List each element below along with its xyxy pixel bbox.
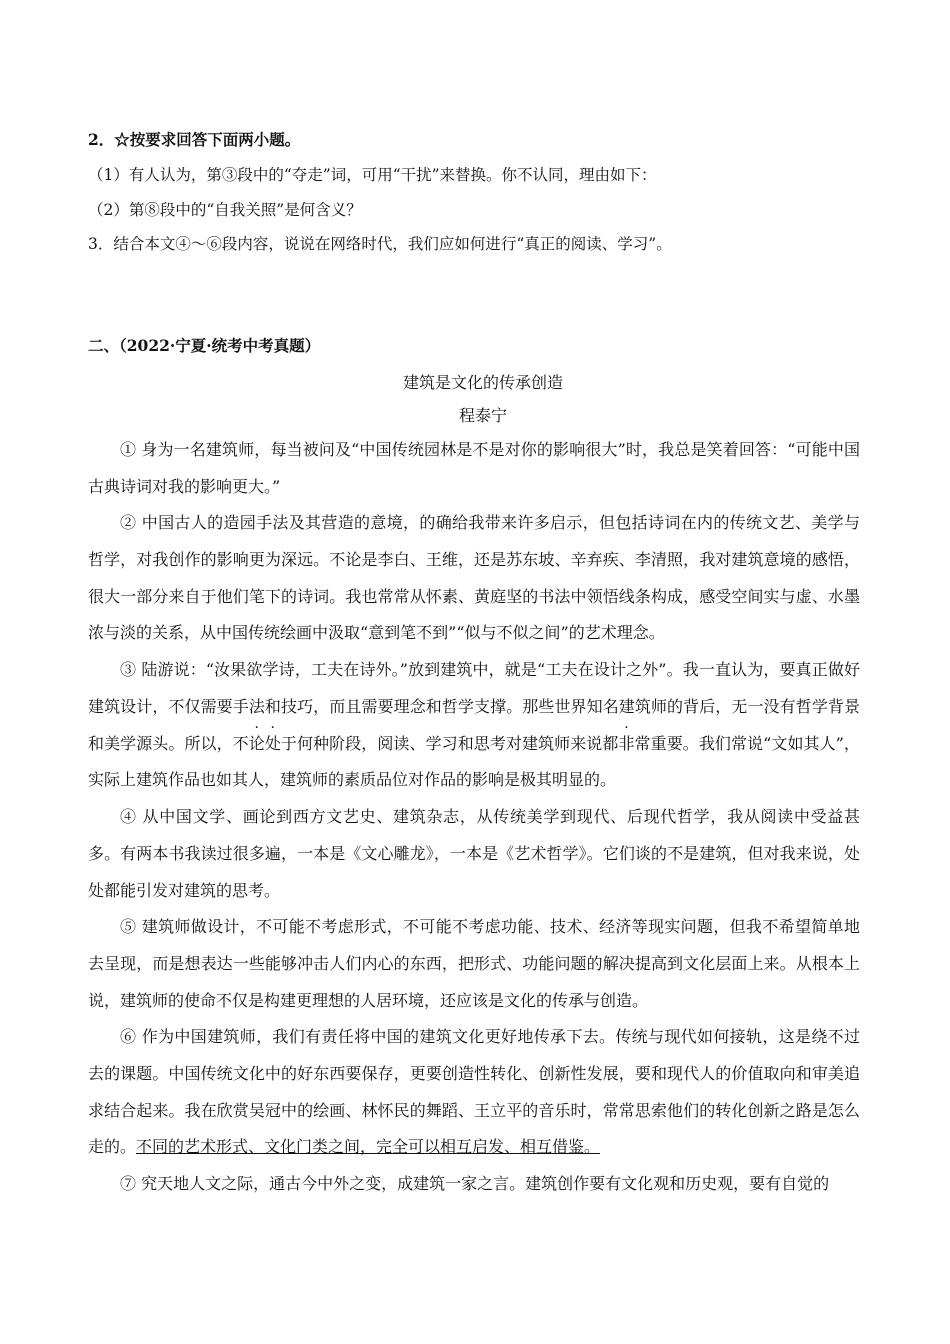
question-3: 3．结合本文④～⑥段内容，说说在网络时代，我们应如何进行“真正的阅读、学习”。 — [88, 235, 672, 253]
paragraph-2: ② 中国古人的造园手法及其营造的意境，的确给我带来许多启示，但包括诗词在内的传统文艺、美学与哲学，对我创作的影响更为深远。不论是李白、王维，还是苏东坡、辛弃疾、李清照，我对建筑意境的感悟，很大一部分来自于他们笔下的诗词。我也常常从怀素、黄庭坚的书法中领悟线条构成，感受空间实与虚、水墨浓与淡的关系，从中国传统绘画中汲取“意到笔不到”“似与不似之间”的艺术理念。 — [88, 513, 860, 643]
paragraph-1: ① 身为一名建筑师，每当被问及“中国传统园林是不是对你的影响很大”时，我总是笑着回答：“可能中国古典诗词对我的影响更大。” — [88, 440, 860, 496]
question-2-2: （2）第⑧段中的“自我关照”是何含义？ — [88, 201, 362, 219]
emphasis-dot-char: 都 — [602, 733, 619, 753]
paragraph-6-text: ⑥ 作为中国建筑师，我们有责任将中国的建筑文化更好地传承下去。传统与现代如何接轨，这是绕不过去的课题。中国传统文化中的好东西要保存，更要创造性转化、创新性发展，要和现代人的价值取向和审美追求结合起来。我在欣赏吴冠中的绘画、林怀民的舞蹈、王立平的音乐时，常常思索他们的转化创新之路是怎么走的。 — [88, 1027, 860, 1157]
paragraph-4: ④ 从中国文学、画论到西方文艺史、建筑杂志，从传统美学到现代、后现代哲学，我从阅读中受益甚多。有两本书我读过很多遍，一本是《文心雕龙》，一本是《艺术哲学》。它们谈的不是建筑，但对我来说，处处都能引发对建筑的思考。 — [88, 807, 860, 900]
paragraph-3 — [88, 652, 860, 799]
article-author: 程泰宁 — [458, 406, 507, 425]
paragraph-6 — [88, 1019, 860, 1166]
paragraph-7: ⑦ 究天地人文之际，通古今中外之变，成建筑一家之言。建筑创作要有文化观和历史观，要有自觉的 — [120, 1174, 830, 1193]
question-2-1: （1）有人认为，第③段中的“夺走”词，可用“干扰”来替换。你不认同，理由如下： — [88, 166, 657, 184]
paragraph-3-text-a: ③ 陆游说：“汝果欲学诗，工夫在诗外。”放到建筑中，就是“工夫在设计之外”。我一直认为，要真正做好建筑设计，不仅需要手法和技巧，而且需要理念和哲学支撑。那些世界知名建筑师的背后，无一没有哲学背景和美学源头。所以， — [88, 660, 860, 753]
underlined-sentence: 不同的艺术形式、文化门类之间，完全可以相互启发、相互借鉴。 — [136, 1137, 601, 1157]
article-title: 建筑是文化的传承创造 — [402, 373, 563, 392]
section-2-heading: 二、（2022·宁夏·统考中考真题） — [88, 336, 321, 355]
emphasis-dot-char: 论 — [248, 733, 265, 753]
paragraph-3-text-c: 非常重要。我们常说“文如其人”，实际上建筑作品也如其人，建筑师的素质品位对作品的影响是极其明显的。 — [88, 733, 860, 790]
paragraph-5: ⑤ 建筑师做设计，不可能不考虑形式，不可能不考虑功能、技术、经济等现实问题，但我不希望简单地去呈现，而是想表达一些能够冲击人们内心的东西，把形式、功能问题的解决提高到文化层面上来。从根本上说，建筑师的使命不仅是构建更理想的人居环境，还应该是文化的传承与创造。 — [88, 917, 860, 1010]
question-2-title: 2．☆按要求回答下面两小题。 — [88, 130, 301, 149]
emphasis-dot-char: 不 — [232, 733, 249, 753]
paragraph-3-text-b: 处于何种阶段，阅读、学习和思考对建筑师来说 — [264, 733, 603, 753]
